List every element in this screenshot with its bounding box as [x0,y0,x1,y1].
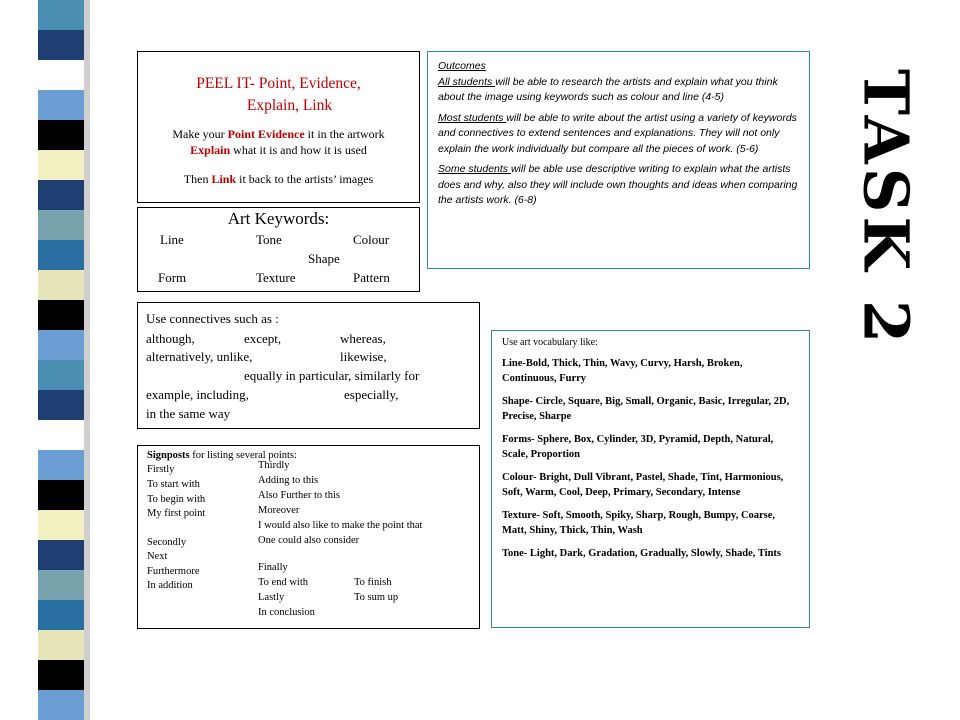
peel-text: it back to the artists’ images [236,172,374,186]
vocab-colour: Colour- Bright, Dull Vibrant, Pastel, Shade, Tint, Harmonious, Soft, Warm, Cool, Deep, Primary, Secondary, Intense [502,472,784,498]
keyword-line: Line [160,232,184,247]
signpost-item: To begin with [147,494,206,505]
signpost-item: To start with [147,479,200,490]
connective-word: example, including, [146,387,249,402]
keyword-pattern: Pattern [353,270,390,285]
stripe-segment [38,570,84,600]
vocab-line: Line-Bold, Thick, Thin, Wavy, Curvy, Harsh, Broken, Continuous, Furry [502,358,743,384]
keyword-colour: Colour [353,232,390,247]
connective-word: except, [244,331,282,346]
connectives-heading: Use connectives such as : [146,311,279,326]
stripe-segment [38,690,84,720]
connective-word: whereas, [340,331,386,346]
outcome-text: will be able to research the artists and explain what you think about the image using keywords such as colour and line (4-5) [438,75,778,103]
peel-text: it in the artwork [304,127,385,141]
stripe-segment [38,0,84,30]
stripe-segment [38,60,84,90]
signpost-item: One could also consider [258,535,360,546]
outcome-group-label: Most students [438,111,507,124]
keyword-form: Form [158,270,187,285]
stripe-segment [38,630,84,660]
task-title-text: TASK 2 [849,68,923,348]
stripe-segment [38,30,84,60]
peel-title [138,73,419,117]
peel-keyword-link: Link [211,172,237,186]
stripe-segment [38,270,84,300]
signpost-item: Next [147,551,168,562]
keyword-tone: Tone [256,232,282,247]
peel-line-link [138,171,419,187]
peel-text: Make your [172,127,228,141]
peel-line-point [138,126,419,142]
connective-word: in the same way [146,406,231,421]
outcome-group-label: All students [438,75,496,88]
outcome-group-label: Some students [438,163,511,175]
signpost-item: Thirdly [258,460,290,471]
stripe-segment [38,90,84,120]
stripe-shadow [84,0,90,720]
stripe-segment [38,600,84,630]
stripe-segment [38,450,84,480]
outcomes-heading-text: Outcomes [438,60,486,72]
signposts-heading-bold: Signposts [147,450,190,461]
peel-title-line2: Explain, Link [246,97,333,114]
signpost-item: In addition [147,580,193,591]
signpost-item: To finish [354,577,392,588]
peel-keyword-point: Point Evidence [227,127,305,141]
outcome-text: will be able use descriptive writing to explain what the artists does and why, also they will include own thoughts and ideas when comparing the artists work. (6-8) [438,163,798,206]
connective-word: alternatively, unlike, [146,349,253,364]
peel-text: Then [183,172,212,186]
signpost-item: Also Further to this [258,490,340,501]
stripe-left-band [0,0,38,720]
connective-word: equally in particular, similarly for [244,368,420,383]
peel-box [137,51,420,203]
signpost-item: Lastly [258,592,285,603]
task-title [836,58,936,358]
stripe-segment [38,660,84,690]
peel-text: what it is and how it is used [230,143,367,157]
signpost-item: Finally [258,562,288,573]
peel-title-line1: PEEL IT- Point, Evidence, [196,75,361,92]
vocab-tone: Tone- Light, Dark, Gradation, Gradually, Slowly, Shade, Tints [502,548,782,559]
signpost-item: I would also like to make the point that [258,520,423,531]
stripe-segment [38,420,84,450]
stripe-segment [38,330,84,360]
signpost-item: Adding to this [258,475,319,486]
peel-keyword-explain: Explain [190,143,231,157]
keyword-texture: Texture [256,270,296,285]
connective-word: likewise, [340,349,387,364]
stripe-segment [38,510,84,540]
vocab-shape: Shape- Circle, Square, Big, Small, Organic, Basic, Irregular, 2D, Precise, Sharpe [502,396,790,422]
art-keywords-title: Art Keywords: [227,209,330,228]
signpost-item: Furthermore [147,566,200,577]
signpost-item: To sum up [354,592,399,603]
outcomes-box [427,51,810,269]
signpost-item: Moreover [258,505,300,516]
peel-line-explain [138,142,419,158]
vocab-texture: Texture- Soft, Smooth, Spiky, Sharp, Rough, Bumpy, Coarse, Matt, Shiny, Thick, Thin, Wash [502,510,776,536]
signpost-item: To end with [258,577,309,588]
signposts-box [137,445,480,629]
stripe-segment [38,120,84,150]
stripe-segment [38,210,84,240]
vocab-intro: Use art vocabulary like: [502,337,598,348]
stripe-segment [38,390,84,420]
decorative-stripe [0,0,88,720]
art-keywords-box [137,207,420,292]
outcome-some-students [438,162,799,209]
stripe-segment [38,360,84,390]
keyword-shape: Shape [308,251,340,266]
outcome-text: will be able to write about the artist using a variety of keywords and connectives to extend sentences and explanations. They will not only explain the work individually but compare all the pieces of work. (5-6) [438,111,797,155]
signpost-item: In conclusion [258,607,315,618]
stripe-segment [38,480,84,510]
signpost-item: My first point [147,508,206,519]
outcome-most-students [438,111,799,158]
signpost-item: Firstly [147,464,175,475]
outcome-all-students [438,75,799,106]
connective-word: although, [146,331,195,346]
stripe-segment [38,300,84,330]
stripe-segment [38,150,84,180]
connective-word: especially, [344,387,399,402]
vocab-forms: Forms- Sphere, Box, Cylinder, 3D, Pyramid, Depth, Natural, Scale, Proportion [502,434,774,460]
signpost-item: Secondly [147,537,187,548]
outcomes-heading [438,59,799,75]
stripe-segment [38,240,84,270]
signposts-heading-rest: for listing several points: [189,450,297,461]
art-vocabulary-box [491,330,810,628]
connectives-box [137,302,480,429]
stripe-segment [38,540,84,570]
stripe-segment [38,180,84,210]
